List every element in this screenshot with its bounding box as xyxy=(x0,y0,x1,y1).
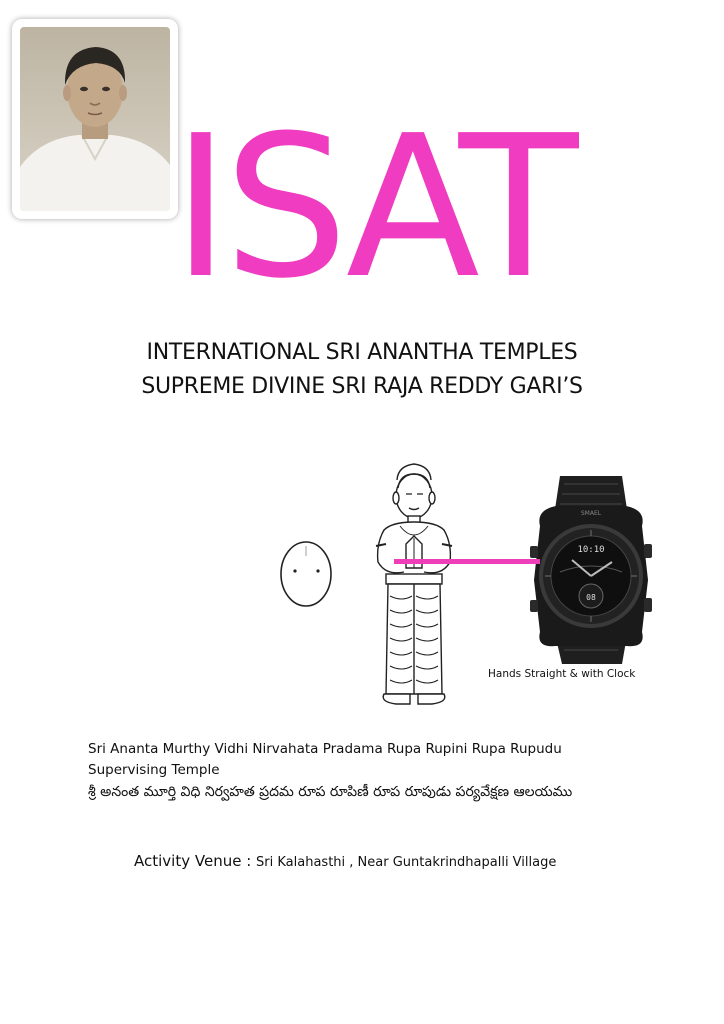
watch-time: 10:10 xyxy=(577,545,605,555)
wristwatch-icon xyxy=(530,476,652,664)
watch-brand: SMAEL xyxy=(580,510,602,517)
subtitle-line-1: INTERNATIONAL SRI ANANTHA TEMPLES xyxy=(146,340,578,365)
praying-figure-icon xyxy=(376,464,452,704)
connector-bar xyxy=(394,559,540,564)
venue-value: Sri Kalahasthi , Near Guntakrindhapalli Village xyxy=(256,855,557,870)
description-telugu: శ్రీ అనంత మూర్తి విధి నిర్వహత ప్రదమ రూప రూపిణీ రూప రూపుడు పర్యవేక్షణ ఆలయము xyxy=(88,784,573,800)
subtitle-line-2: SUPREME DIVINE SRI RAJA REDDY GARI’S xyxy=(141,374,583,399)
description-line-2: Supervising Temple xyxy=(88,762,220,778)
venue-label: Activity Venue : xyxy=(134,852,257,870)
circle-face-icon xyxy=(281,542,331,606)
activity-venue xyxy=(134,852,556,870)
page-title: ISAT xyxy=(172,94,573,322)
figure-caption: Hands Straight & with Clock xyxy=(488,668,636,680)
description-line-1: Sri Ananta Murthy Vidhi Nirvahata Pradama Rupa Rupini Rupa Rupudu xyxy=(88,741,562,757)
watch-digit: 08 xyxy=(586,593,596,602)
